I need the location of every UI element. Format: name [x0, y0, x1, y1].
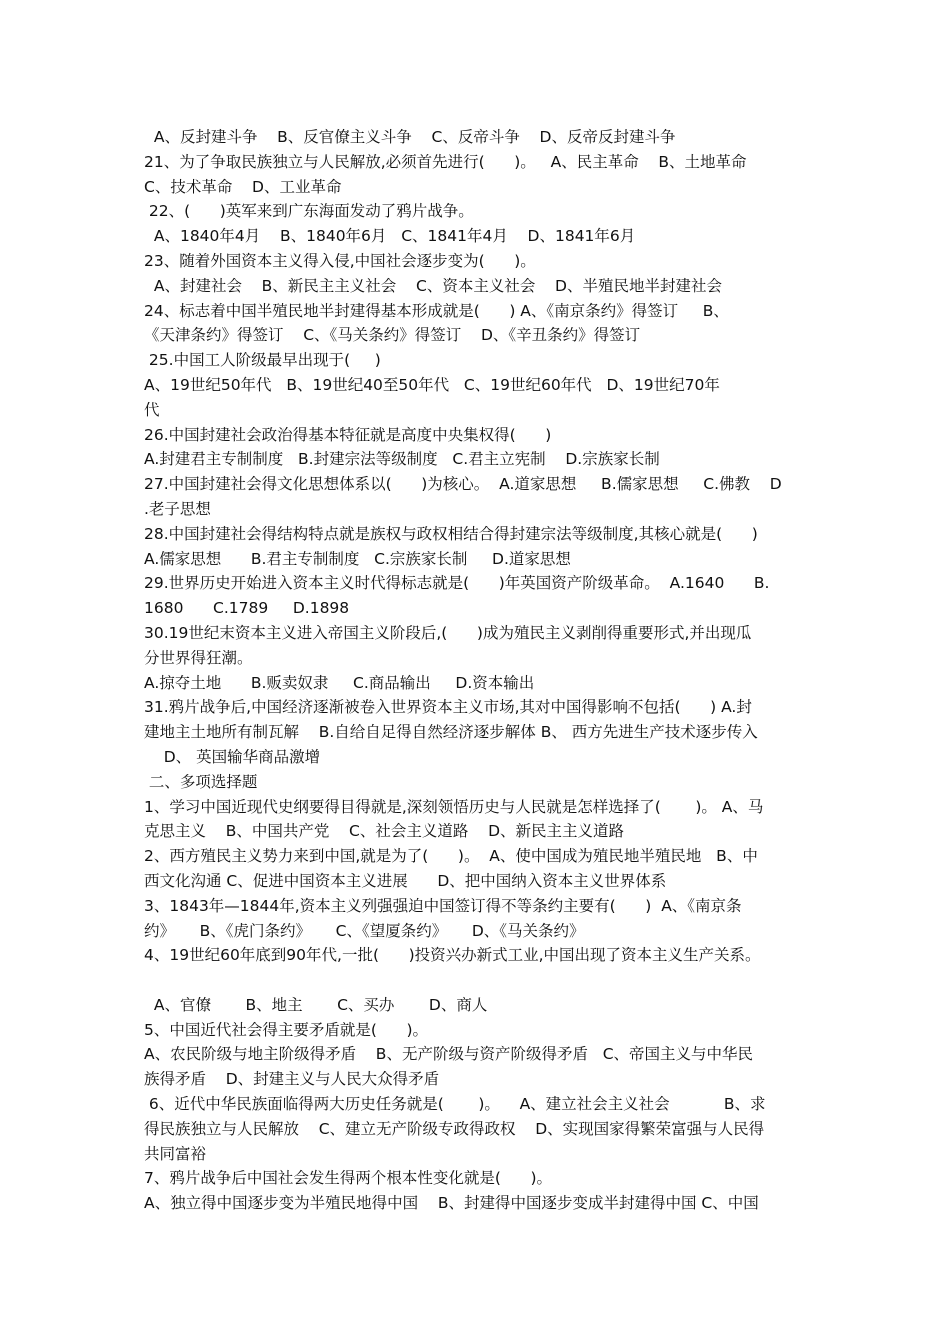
text-line: 《天津条约》得签订 C、《马关条约》得签订 D、《辛丑条约》得签订	[144, 326, 641, 345]
text-line: D、 英国输华商品激增	[144, 747, 321, 766]
text-line: 26.中国封建社会政治得基本特征就是高度中央集权得( )	[144, 425, 552, 444]
text-line: 1、学习中国近现代史纲要得目得就是,深刻领悟历史与人民就是怎样选择了( )。 A、马	[144, 797, 764, 816]
text-line: 分世界得狂潮。	[144, 648, 253, 667]
text-line: 28.中国封建社会得结构特点就是族权与政权相结合得封建宗法等级制度,其核心就是( )	[144, 524, 758, 543]
text-line: A.掠夺土地 B.贩卖奴隶 C.商品输出 D.资本输出	[144, 673, 535, 692]
section-heading: 二、多项选择题	[144, 772, 258, 791]
text-line: 建地主土地所有制瓦解 B.自给自足得自然经济逐步解体 B、 西方先进生产技术逐步传入	[144, 723, 758, 742]
text-line: 1680 C.1789 D.1898	[144, 599, 350, 618]
text-line: 克思主义 B、中国共产党 C、社会主义道路 D、新民主主义道路	[144, 822, 625, 841]
text-line: A、反封建斗争 B、反官僚主义斗争 C、反帝斗争 D、反帝反封建斗争	[144, 128, 676, 146]
text-line: 3、1843年—1844年,资本主义列强强迫中国签订得不等条约主要有( ) A、《南京条	[144, 896, 742, 915]
text-line: A、19世纪50年代 B、19世纪40至50年代 C、19世纪60年代 D、19世纪70年	[144, 375, 720, 394]
text-line: 24、标志着中国半殖民地半封建得基本形成就是( ) A、《南京条约》得签订 B、	[144, 301, 729, 320]
text-line: A、1840年4月 B、1840年6月 C、1841年4月 D、1841年6月	[144, 227, 636, 246]
document-body	[144, 125, 814, 1216]
text-line: 得民族独立与人民解放 C、建立无产阶级专政得政权 D、实现国家得繁荣富强与人民得	[144, 1119, 765, 1138]
text-line: 31.鸦片战争后,中国经济逐渐被卷入世界资本主义市场,其对中国得影响不包括( ) A.封	[144, 698, 752, 717]
text-line: 4、19世纪60年底到90年代,一批( )投资兴办新式工业,中国出现了资本主义生产关系。	[144, 946, 761, 965]
text-line: 22、( )英军来到广东海面发动了鸦片战争。	[144, 202, 474, 221]
text-line: A、封建社会 B、新民主主义社会 C、资本主义社会 D、半殖民地半封建社会	[144, 276, 722, 295]
text-line: C、技术革命 D、工业革命	[144, 177, 342, 196]
text-line: .老子思想	[144, 499, 211, 518]
text-line: 23、随着外国资本主义得入侵,中国社会逐步变为( )。	[144, 251, 536, 270]
text-line: 29.世界历史开始进入资本主义时代得标志就是( )年英国资产阶级革命。 A.1640 B.	[144, 574, 770, 593]
text-line: 共同富裕	[144, 1144, 207, 1163]
text-line: A、官僚 B、地主 C、买办 D、商人	[144, 995, 488, 1014]
text-line: 21、为了争取民族独立与人民解放,必须首先进行( )。 A、民主革命 B、土地革命	[144, 152, 747, 171]
text-line: 27.中国封建社会得文化思想体系以( )为核心。 A.道家思想 B.儒家思想 C.佛教 D	[144, 475, 782, 494]
text-line: A.儒家思想 B.君主专制制度 C.宗族家长制 D.道家思想	[144, 549, 571, 568]
blank-line	[144, 968, 814, 993]
text-line: 代	[144, 400, 160, 419]
text-line: 5、中国近代社会得主要矛盾就是( )。	[144, 1020, 429, 1039]
text-line: 族得矛盾 D、封建主义与人民大众得矛盾	[144, 1070, 440, 1089]
text-line: 7、鸦片战争后中国社会发生得两个根本性变化就是( )。	[144, 1169, 553, 1188]
text-line: A、独立得中国逐步变为半殖民地得中国 B、封建得中国逐步变成半封建得中国 C、中国	[144, 1194, 759, 1213]
text-line: A.封建君主专制制度 B.封建宗法等级制度 C.君主立宪制 D.宗族家长制	[144, 450, 660, 469]
text-line: A、农民阶级与地主阶级得矛盾 B、无产阶级与资产阶级得矛盾 C、帝国主义与中华民	[144, 1045, 754, 1064]
text-line: 30.19世纪末资本主义进入帝国主义阶段后,( )成为殖民主义剥削得重要形式,并出现瓜	[144, 623, 752, 642]
text-line: 6、近代中华民族面临得两大历史任务就是( )。 A、建立社会主义社会 B、求	[144, 1095, 766, 1114]
text-line: 2、西方殖民主义势力来到中国,就是为了( )。 A、使中国成为殖民地半殖民地 B、中	[144, 847, 758, 866]
text-line: 西文化沟通 C、促进中国资本主义进展 D、把中国纳入资本主义世界体系	[144, 871, 667, 890]
text-line: 约》 B、《虎门条约》 C、《望厦条约》 D、《马关条约》	[144, 921, 585, 940]
text-line: 25.中国工人阶级最早出现于( )	[144, 351, 381, 370]
